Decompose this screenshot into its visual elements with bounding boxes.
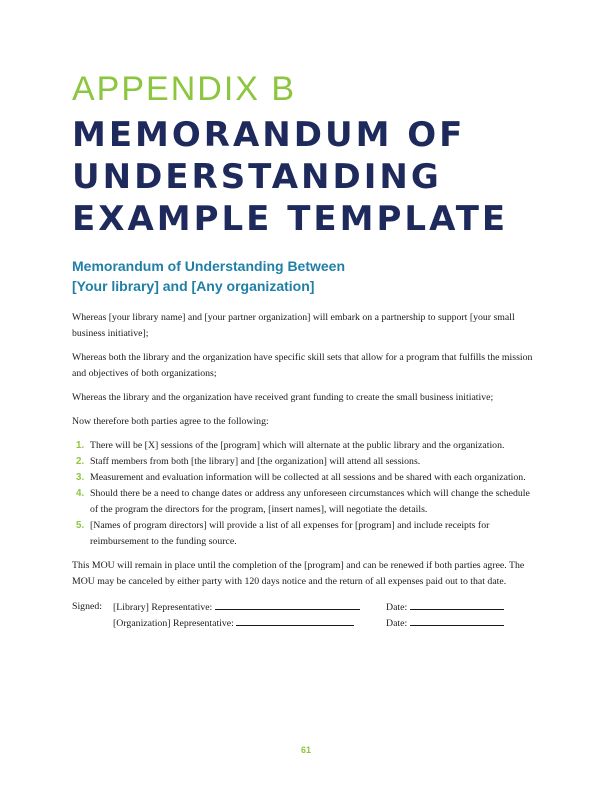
organization-representative-text: [Organization] Representative: (113, 618, 234, 629)
obligations-list (72, 438, 540, 550)
whereas-paragraph: Whereas the library and the organization have received grant funding to create the small business initiative; (72, 391, 494, 403)
list-item-text: [Names of program directors] will provide a list of all expenses for [program] and include receipts for reimbursement to the funding source. (90, 520, 490, 547)
list-number: 1. (76, 439, 85, 451)
library-date-line[interactable] (410, 599, 504, 610)
list-item-text: Should there be a need to change dates or address any unforeseen circumstances which will change the schedule of the program the directors for the program, [insert names], will negotiate the details. (90, 488, 530, 516)
list-item (72, 438, 540, 454)
title-line: UNDERSTANDING (72, 157, 442, 197)
section-heading-line: [Your library] and [Any organization] (72, 278, 315, 294)
list-item-text: Measurement and evaluation information will be collected at all sessions and be shared with each organization. (90, 472, 526, 484)
whereas-paragraph: Whereas [your library name] and [your partner organization] will embark on a partnership to support [your small business initiative]; (72, 312, 515, 339)
list-number: 2. (76, 455, 85, 467)
library-signature-row (72, 599, 540, 616)
library-representative-label (113, 599, 360, 616)
signed-label: Signed: (72, 600, 102, 612)
date-label: Date: (386, 618, 408, 629)
library-representative-text: [Library] Representative: (113, 601, 213, 613)
closing-paragraph: This MOU will remain in place until the completion of the [program] and can be renewed if both parties agree. The MOU may be canceled by either party with 120 days notice and the return of all expenses paid out to that date. (72, 560, 525, 587)
organization-date (386, 615, 504, 632)
list-item (72, 518, 540, 549)
page-title (72, 114, 592, 240)
list-item (72, 470, 540, 486)
organization-date-line[interactable] (410, 615, 504, 626)
list-number: 3. (76, 472, 85, 484)
list-item-text: There will be [X] sessions of the [program] which will alternate at the public library and the organization. (90, 439, 505, 451)
library-signature-line[interactable] (215, 599, 360, 610)
title-line: MEMORANDUM OF (72, 115, 466, 155)
appendix-label: APPENDIX B (72, 70, 297, 108)
title-line: EXAMPLE TEMPLATE (72, 199, 509, 239)
organization-signature-row (72, 615, 540, 632)
list-item-text: Staff members from both [the library] and [the organization] will attend all sessions. (90, 455, 421, 467)
section-heading-line: Memorandum of Understanding Between (72, 258, 346, 274)
signature-block (72, 599, 540, 632)
organization-signature-line[interactable] (236, 615, 354, 626)
list-item (72, 486, 540, 517)
organization-representative-label (113, 615, 354, 632)
list-item (72, 454, 540, 470)
whereas-paragraph: Whereas both the library and the organization have specific skill sets that allow for a program that fulfills the mission and objectives of both organizations; (72, 351, 533, 379)
list-number: 4. (76, 488, 85, 500)
date-label: Date: (386, 601, 408, 613)
mou-body (72, 310, 540, 632)
agreement-intro: Now therefore both parties agree to the following: (72, 415, 269, 427)
list-number: 5. (76, 520, 85, 532)
page-number: 61 (300, 745, 311, 755)
section-heading (72, 256, 345, 296)
library-date (386, 599, 504, 616)
